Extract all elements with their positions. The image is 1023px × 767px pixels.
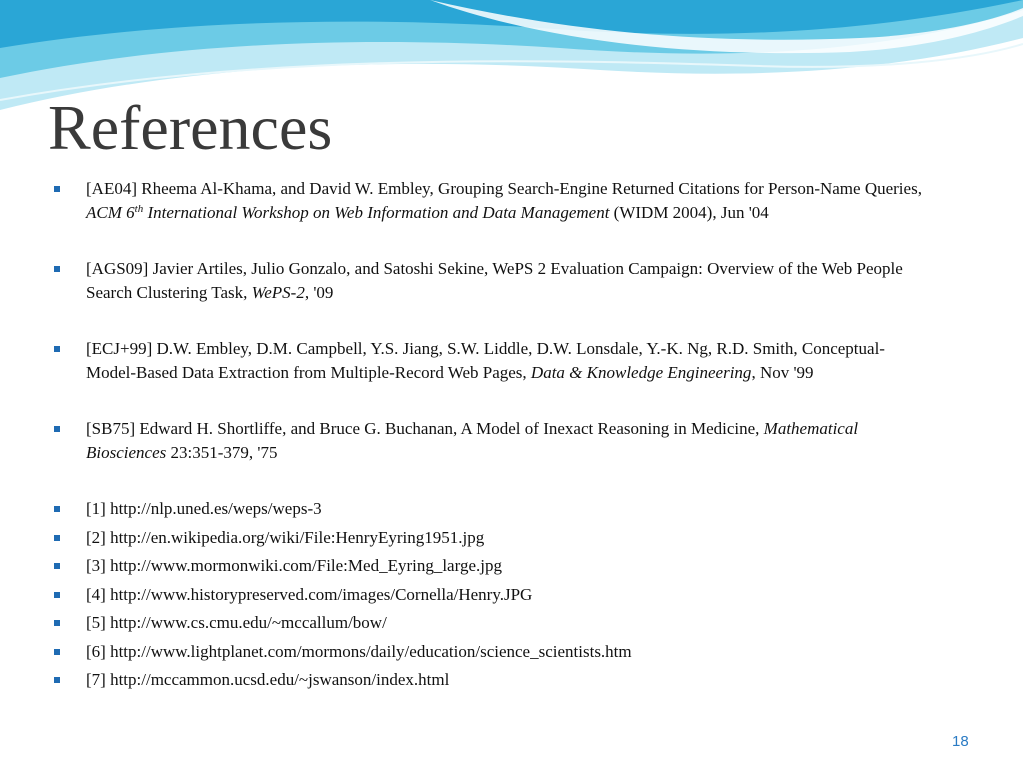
reference-date: (WIDM 2004), Jun '04: [609, 202, 769, 222]
reference-date: , Nov '99: [751, 362, 814, 382]
bullet-square-icon: [54, 186, 60, 192]
list-item: [54, 417, 934, 464]
references-list: [54, 177, 934, 697]
list-item: [54, 640, 934, 664]
bullet-square-icon: [54, 535, 60, 541]
bullet-square-icon: [54, 346, 60, 352]
link-reference[interactable]: [4] http://www.historypreserved.com/images/Cornella/Henry.JPG: [86, 584, 533, 604]
reference-text: [AE04] Rheema Al-Khama, and David W. Embley, Grouping Search-Engine Returned Citations for Person-Name Queries,: [86, 179, 922, 198]
list-item: [54, 668, 934, 692]
list-item: [54, 257, 934, 304]
bullet-square-icon: [54, 563, 60, 569]
reference-venue: Mathematical Biosciences: [86, 419, 859, 462]
reference-date: , '09: [304, 282, 334, 302]
list-item: [54, 337, 934, 384]
bullet-square-icon: [54, 620, 60, 626]
reference-text: [AGS09] Javier Artiles, Julio Gonzalo, and Satoshi Sekine, WePS 2 Evaluation Campaign: Overview of the Web People Search Clustering Task,: [86, 259, 903, 302]
reference-venue: International Workshop on Web Information and Data Management: [143, 202, 610, 222]
bullet-square-icon: [54, 649, 60, 655]
slide-title: References: [48, 92, 333, 163]
list-item: [54, 497, 934, 521]
list-item: [54, 583, 934, 607]
reference-date: 23:351-379, '75: [166, 442, 278, 462]
bullet-square-icon: [54, 266, 60, 272]
page-number: 18: [952, 733, 969, 750]
link-reference[interactable]: [5] http://www.cs.cmu.edu/~mccallum/bow/: [86, 613, 387, 632]
bullet-square-icon: [54, 426, 60, 432]
reference-venue-superscript: th: [134, 202, 144, 215]
link-reference[interactable]: [1] http://nlp.uned.es/weps/weps-3: [86, 499, 322, 518]
bullet-square-icon: [54, 506, 60, 512]
link-reference[interactable]: [6] http://www.lightplanet.com/mormons/daily/education/science_scientists.htm: [86, 641, 632, 661]
link-reference[interactable]: [7] http://mccammon.ucsd.edu/~jswanson/index.html: [86, 670, 450, 689]
reference-venue: WePS-2: [251, 282, 305, 302]
list-item: [54, 611, 934, 635]
reference-text: [ECJ+99] D.W. Embley, D.M. Campbell, Y.S. Jiang, S.W. Liddle, D.W. Lonsdale, Y.-K. Ng, R.D. Smith, Conceptual-Model-Based Data Extraction from Multiple-Record Web Pages,: [86, 339, 885, 382]
reference-venue: ACM 6: [86, 202, 135, 222]
reference-text: [SB75] Edward H. Shortliffe, and Bruce G. Buchanan, A Model of Inexact Reasoning in Medicine,: [86, 419, 764, 438]
bullet-square-icon: [54, 592, 60, 598]
link-reference[interactable]: [2] http://en.wikipedia.org/wiki/File:HenryEyring1951.jpg: [86, 527, 485, 547]
link-reference[interactable]: [3] http://www.mormonwiki.com/File:Med_Eyring_large.jpg: [86, 556, 502, 575]
list-item: [54, 526, 934, 550]
list-item: [54, 554, 934, 578]
reference-venue: Data & Knowledge Engineering: [530, 362, 752, 382]
list-item: [54, 177, 934, 224]
bullet-square-icon: [54, 677, 60, 683]
